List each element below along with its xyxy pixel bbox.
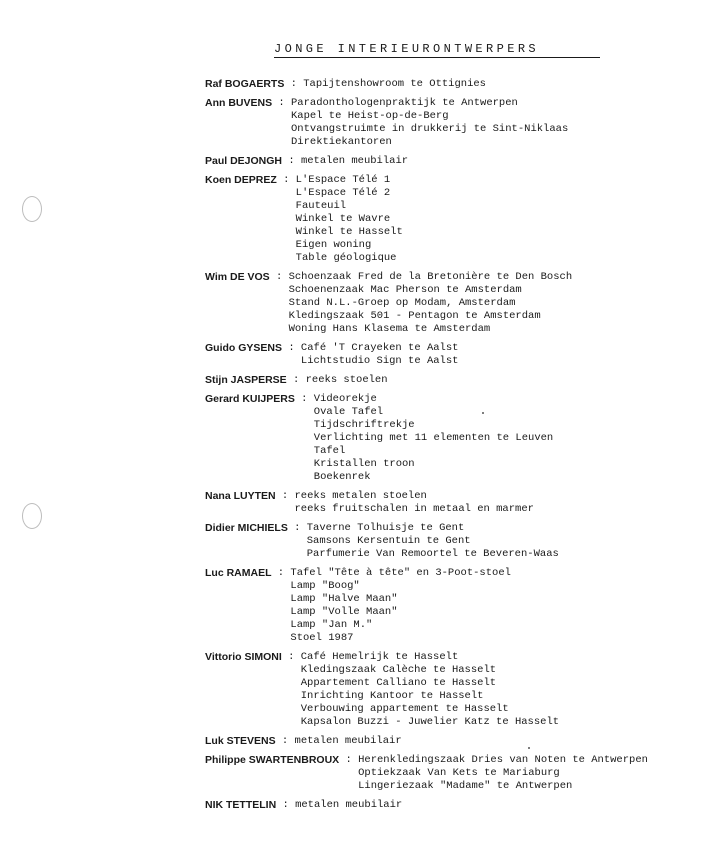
separator-colon: : [286,374,306,386]
project-list [295,799,402,812]
project-item: Café Hemelrijk te Hasselt [300,651,459,663]
project-item: Paradonthologenpraktijk te Antwerpen [291,97,518,109]
project-item: Table géologique [295,252,397,264]
designer-name: Guido GYSENS [205,342,283,354]
project-item: Schoenenzaak Mac Pherson te Amsterdam [288,284,522,296]
project-item: Samsons Kersentuin te Gent [306,535,471,547]
project-item: metalen meubilair [294,735,402,747]
project-item: L'Espace Télé 2 [295,187,391,199]
separator-colon: : [269,271,289,283]
designer-name: Gerard KUIJPERS [205,393,295,405]
designer-entry [205,393,705,484]
separator-colon: : [275,490,295,502]
designer-name: Raf BOGAERTS [205,78,285,90]
project-item: Lingeriezaak "Madame" te Antwerpen [358,780,573,792]
separator-colon: : [339,754,359,766]
designer-list [205,78,705,818]
separator-colon: : [276,174,296,186]
project-item: Verbouwing appartement te Hasselt [300,703,509,715]
project-item: Lamp "Boog" [290,580,360,592]
project-item: Direktiekantoren [291,136,392,148]
project-item: Eigen woning [295,239,372,251]
separator-colon: : [281,651,301,663]
separator-colon: : [284,78,304,90]
designer-entry [205,567,705,645]
project-item: Winkel te Hasselt [295,226,403,238]
project-item: Ontvangstruimte in drukkerij te Sint-Niklaas [291,123,569,135]
separator-colon: : [271,567,291,579]
project-list [301,651,559,729]
separator-colon: : [294,393,314,405]
designer-name: Philippe SWARTENBROUX [205,754,340,766]
project-list [290,567,511,645]
designer-name: Wim DE VOS [205,271,270,283]
project-item: Boekenrek [313,471,371,483]
designer-name: Nana LUYTEN [205,490,276,502]
designer-name: Ann BUVENS [205,97,273,109]
designer-entry [205,490,705,516]
designer-name: Stijn JASPERSE [205,374,287,386]
designer-name: Luk STEVENS [205,735,276,747]
project-item: Kapel te Heist-op-de-Berg [291,110,449,122]
designer-entry [205,522,705,561]
project-item: Verlichting met 11 elementen te Leuven [313,432,554,444]
designer-entry [205,754,705,793]
project-item: Appartement Calliano te Hasselt [300,677,497,689]
project-item: Inrichting Kantoor te Hasselt [300,690,484,702]
project-list [295,735,402,748]
project-item: reeks stoelen [305,374,388,386]
project-list [307,522,559,561]
designer-entry [205,78,705,91]
separator-colon: : [287,522,307,534]
project-item: Kledingszaak 501 - Pentagon te Amsterdam [288,310,541,322]
designer-name: Paul DEJONGH [205,155,283,167]
project-item: metalen meubilair [300,155,409,167]
project-item: Tapijtenshowroom te Ottignies [303,78,486,90]
project-item: Optiekzaak Van Kets te Mariaburg [358,767,560,779]
designer-name: Vittorio SIMONI [205,651,282,663]
project-item: Kristallen troon [313,458,415,470]
separator-colon: : [276,799,296,811]
project-item: Taverne Tolhuisje te Gent [306,522,465,534]
project-item: Lichtstudio Sign te Aalst [300,355,459,367]
project-item: Stand N.L.-Groep op Modam, Amsterdam [288,297,516,309]
designer-entry [205,342,705,368]
designer-name: Koen DEPREZ [205,174,277,186]
project-item: Lamp "Halve Maan" [290,593,398,605]
document-title: JONGE INTERIEURONTWERPERS [274,42,600,58]
punch-hole-top [22,196,42,222]
designer-name: Luc RAMAEL [205,567,272,579]
project-list [301,342,459,368]
designer-entry [205,271,705,336]
project-item: metalen meubilair [295,799,403,811]
designer-entry [205,97,705,149]
separator-colon: : [272,97,291,109]
project-item: reeks metalen stoelen [294,490,427,502]
separator-colon: : [282,155,301,167]
project-item: Café 'T Crayeken te Aalst [300,342,459,354]
separator-colon: : [282,342,301,354]
project-list [295,490,534,516]
project-item: Ovale Tafel [313,406,384,418]
punch-hole-bottom [22,503,42,529]
separator-colon: : [275,735,295,747]
designer-name: Didier MICHIELS [205,522,288,534]
project-item: Tafel [313,445,346,457]
project-item: reeks fruitschalen in metaal en marmer [294,503,534,515]
designer-name: NIK TETTELIN [205,799,277,811]
project-item: Stoel 1987 [290,632,354,644]
project-item: Herenkledingszaak Dries van Noten te Antwerpen [358,754,648,766]
project-item: Schoenzaak Fred de la Bretonière te Den Bosch [288,271,573,283]
project-item: Tijdschriftrekje [313,419,415,431]
designer-entry [205,799,705,812]
project-item: Kledingszaak Calèche te Hasselt [300,664,497,676]
project-item: Lamp "Volle Maan" [290,606,398,618]
project-list [358,754,648,793]
designer-entry [205,155,705,168]
project-list [306,374,388,387]
project-item: Videorekje [313,393,377,405]
project-item: Fauteuil [295,200,347,212]
project-item: Tafel "Tête à tête" en 3-Poot-stoel [290,567,511,579]
project-item: Lamp "Jan M." [290,619,373,631]
project-list [291,97,568,149]
project-list [314,393,553,484]
designer-entry [205,651,705,729]
designer-entry [205,374,705,387]
designer-entry [205,174,705,265]
project-item: Winkel te Wavre [295,213,391,225]
project-list [303,78,486,91]
project-item: Kapsalon Buzzi - Juwelier Katz te Hasselt [300,716,560,728]
project-list [296,174,403,265]
project-list [301,155,408,168]
designer-entry [205,735,705,748]
project-item: L'Espace Télé 1 [295,174,391,186]
project-item: Woning Hans Klasema te Amsterdam [288,323,491,335]
project-list [289,271,573,336]
project-item: Parfumerie Van Remoortel te Beveren-Waas [306,548,559,560]
